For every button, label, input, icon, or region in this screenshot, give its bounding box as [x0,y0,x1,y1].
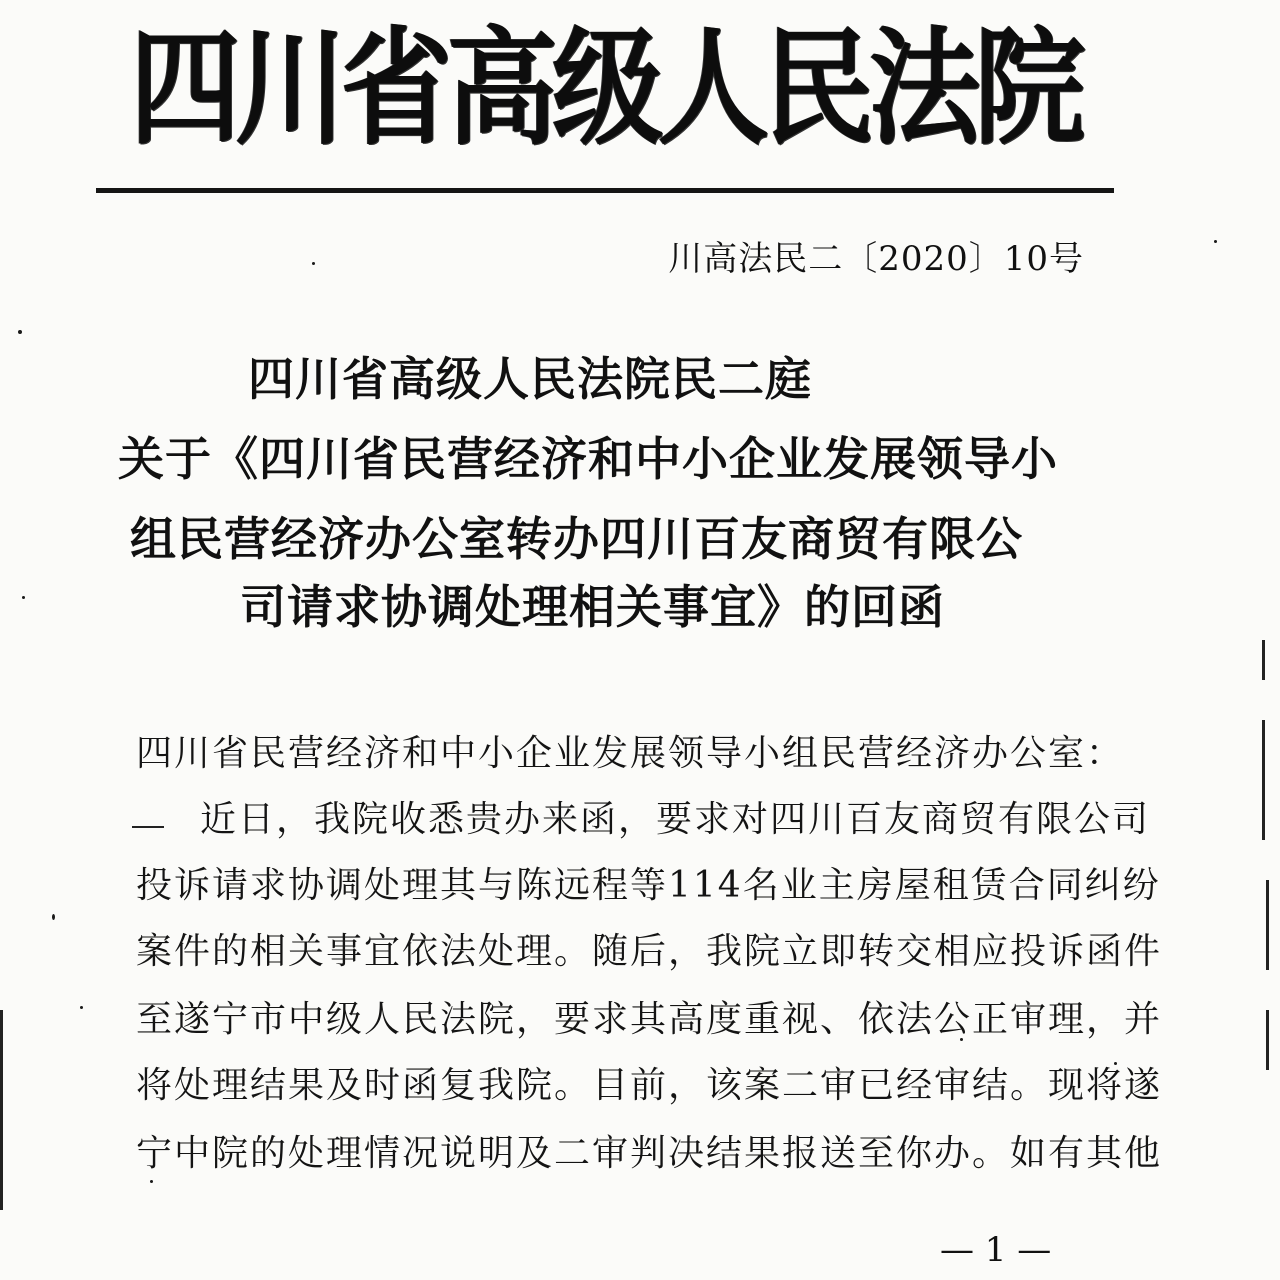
scan-edge-mark [1266,880,1269,970]
letterhead-title: 四川省高级人民法院 [130,14,1081,162]
title-line-4: 司请求协调处理相关事宜》的回函 [240,580,945,634]
scan-edge-mark [132,826,164,828]
salutation: 四川省民营经济和中小企业发展领导小组民营经济办公室： [136,733,1125,774]
body-line: 投诉请求协调处理其与陈远程等114名业主房屋租赁合同纠纷 [136,865,1161,906]
scan-speck [1214,240,1217,243]
title-line-3: 组民营经济办公室转办四川百友商贸有限公 [130,512,1023,566]
letterhead-rule [96,188,1114,193]
body-line: 至遂宁市中级人民法院，要求其高度重视、依法公正审理，并 [136,999,1163,1040]
scan-speck [52,914,55,920]
page-number: — 1 — [940,1230,1052,1270]
scan-speck [22,596,25,599]
scan-speck [18,330,22,334]
scan-speck [80,1006,83,1009]
scan-speck [150,1180,153,1183]
body-line: 宁中院的处理情况说明及二审判决结果报送至你办。如有其他 [136,1133,1163,1174]
title-line-1: 四川省高级人民法院民二庭 [248,352,812,406]
scan-edge-mark [1262,720,1265,840]
title-line-2: 关于《四川省民营经济和中小企业发展领导小 [118,432,1058,486]
body-line: 将处理结果及时函复我院。目前，该案二审已经审结。现将遂 [136,1065,1163,1106]
scan-edge-mark [0,1010,3,1210]
scan-edge-mark [1262,640,1265,680]
body-line: 近日，我院收悉贵办来函，要求对四川百友商贸有限公司 [200,799,1151,840]
document-number: 川高法民二〔2020〕10号 [668,239,1084,279]
body-line: 案件的相关事宜依法处理。随后，我院立即转交相应投诉函件 [136,931,1163,972]
scan-edge-mark [1266,1010,1269,1070]
scan-speck [312,262,315,265]
